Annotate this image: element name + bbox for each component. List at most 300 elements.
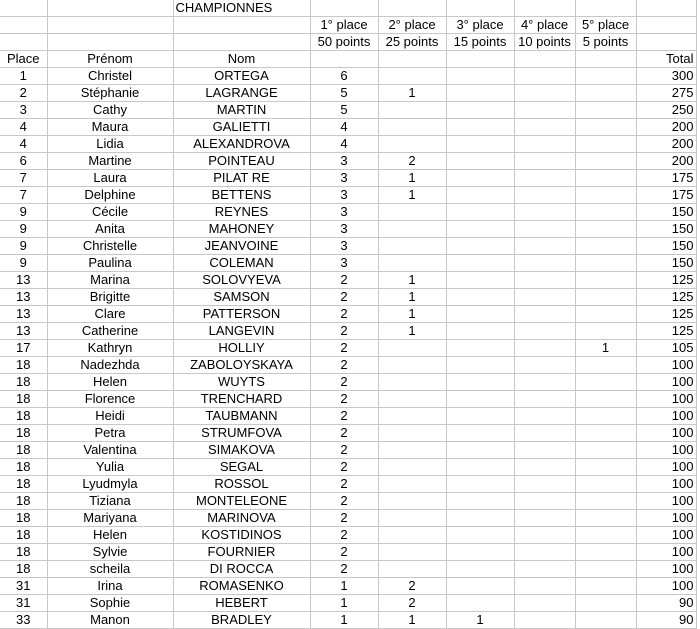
total-points-cell[interactable]: 100 xyxy=(636,357,696,374)
third-place-count-cell[interactable] xyxy=(446,442,514,459)
first-place-count-cell[interactable]: 1 xyxy=(310,595,378,612)
prenom-cell[interactable]: Christel xyxy=(47,68,173,85)
first-place-count-cell[interactable]: 2 xyxy=(310,425,378,442)
fifth-place-count-cell[interactable] xyxy=(575,459,636,476)
nom-cell[interactable]: LAGRANGE xyxy=(173,85,310,102)
fifth-place-count-cell[interactable]: 1 xyxy=(575,340,636,357)
total-points-cell[interactable]: 105 xyxy=(636,340,696,357)
total-points-cell[interactable]: 200 xyxy=(636,119,696,136)
fifth-place-count-cell[interactable] xyxy=(575,102,636,119)
first-place-count-cell[interactable]: 3 xyxy=(310,153,378,170)
nom-cell[interactable]: DI ROCCA xyxy=(173,561,310,578)
total-points-cell[interactable]: 125 xyxy=(636,323,696,340)
nom-cell[interactable]: JEANVOINE xyxy=(173,238,310,255)
first-place-count-cell[interactable]: 2 xyxy=(310,323,378,340)
prenom-cell[interactable]: Yulia xyxy=(47,459,173,476)
fourth-place-count-cell[interactable] xyxy=(514,119,575,136)
nom-cell[interactable]: COLEMAN xyxy=(173,255,310,272)
second-place-count-cell[interactable] xyxy=(378,391,446,408)
prenom-cell[interactable]: Brigitte xyxy=(47,289,173,306)
prenom-cell[interactable]: Catherine xyxy=(47,323,173,340)
fifth-place-count-cell[interactable] xyxy=(575,289,636,306)
nom-cell[interactable]: HEBERT xyxy=(173,595,310,612)
second-place-count-cell[interactable] xyxy=(378,238,446,255)
nom-cell[interactable]: ORTEGA xyxy=(173,68,310,85)
fifth-place-count-cell[interactable] xyxy=(575,425,636,442)
third-place-count-cell[interactable] xyxy=(446,595,514,612)
first-place-count-cell[interactable]: 2 xyxy=(310,544,378,561)
third-place-count-cell[interactable] xyxy=(446,68,514,85)
second-place-count-cell[interactable] xyxy=(378,340,446,357)
second-place-count-cell[interactable] xyxy=(378,544,446,561)
total-points-cell[interactable]: 125 xyxy=(636,272,696,289)
first-place-count-cell[interactable]: 2 xyxy=(310,442,378,459)
fifth-place-count-cell[interactable] xyxy=(575,68,636,85)
second-place-count-cell[interactable] xyxy=(378,476,446,493)
second-place-count-cell[interactable] xyxy=(378,459,446,476)
rank-header-1[interactable]: 1° place xyxy=(310,17,378,34)
place-cell[interactable]: 33 xyxy=(0,612,47,629)
fifth-place-count-cell[interactable] xyxy=(575,493,636,510)
first-place-count-cell[interactable]: 2 xyxy=(310,408,378,425)
total-points-cell[interactable]: 100 xyxy=(636,374,696,391)
nom-cell[interactable]: HOLLIY xyxy=(173,340,310,357)
prenom-cell[interactable]: Irina xyxy=(47,578,173,595)
total-points-cell[interactable]: 100 xyxy=(636,425,696,442)
place-cell[interactable]: 1 xyxy=(0,68,47,85)
first-place-count-cell[interactable]: 3 xyxy=(310,221,378,238)
fourth-place-count-cell[interactable] xyxy=(514,306,575,323)
nom-cell[interactable]: ROSSOL xyxy=(173,476,310,493)
prenom-cell[interactable]: Heidi xyxy=(47,408,173,425)
place-cell[interactable]: 7 xyxy=(0,187,47,204)
fourth-place-count-cell[interactable] xyxy=(514,357,575,374)
place-cell[interactable]: 18 xyxy=(0,561,47,578)
fourth-place-count-cell[interactable] xyxy=(514,391,575,408)
prenom-cell[interactable]: Stéphanie xyxy=(47,85,173,102)
nom-cell[interactable]: SIMAKOVA xyxy=(173,442,310,459)
place-column-header[interactable]: Place xyxy=(0,51,47,68)
first-place-count-cell[interactable]: 1 xyxy=(310,578,378,595)
prenom-cell[interactable]: Nadezhda xyxy=(47,357,173,374)
prenom-cell[interactable]: Helen xyxy=(47,527,173,544)
second-place-count-cell[interactable]: 1 xyxy=(378,323,446,340)
place-cell[interactable]: 9 xyxy=(0,255,47,272)
place-cell[interactable]: 13 xyxy=(0,272,47,289)
fourth-place-count-cell[interactable] xyxy=(514,136,575,153)
third-place-count-cell[interactable] xyxy=(446,255,514,272)
nom-cell[interactable]: ROMASENKO xyxy=(173,578,310,595)
third-place-count-cell[interactable] xyxy=(446,408,514,425)
third-place-count-cell[interactable] xyxy=(446,425,514,442)
place-cell[interactable]: 18 xyxy=(0,391,47,408)
second-place-count-cell[interactable] xyxy=(378,255,446,272)
third-place-count-cell[interactable] xyxy=(446,187,514,204)
total-points-cell[interactable]: 100 xyxy=(636,442,696,459)
place-cell[interactable]: 31 xyxy=(0,595,47,612)
place-cell[interactable]: 3 xyxy=(0,102,47,119)
place-cell[interactable]: 9 xyxy=(0,238,47,255)
fourth-place-count-cell[interactable] xyxy=(514,425,575,442)
nom-cell[interactable]: TAUBMANN xyxy=(173,408,310,425)
fifth-place-count-cell[interactable] xyxy=(575,170,636,187)
first-place-count-cell[interactable]: 3 xyxy=(310,187,378,204)
third-place-count-cell[interactable] xyxy=(446,544,514,561)
place-cell[interactable]: 18 xyxy=(0,442,47,459)
nom-cell[interactable]: MARINOVA xyxy=(173,510,310,527)
rank-header-4[interactable]: 4° place xyxy=(514,17,575,34)
second-place-count-cell[interactable] xyxy=(378,561,446,578)
second-place-count-cell[interactable] xyxy=(378,221,446,238)
fifth-place-count-cell[interactable] xyxy=(575,408,636,425)
prenom-column-header[interactable]: Prénom xyxy=(47,51,173,68)
first-place-count-cell[interactable]: 1 xyxy=(310,612,378,629)
fourth-place-count-cell[interactable] xyxy=(514,612,575,629)
fourth-place-count-cell[interactable] xyxy=(514,153,575,170)
nom-cell[interactable]: GALIETTI xyxy=(173,119,310,136)
fourth-place-count-cell[interactable] xyxy=(514,510,575,527)
fourth-place-count-cell[interactable] xyxy=(514,476,575,493)
second-place-count-cell[interactable] xyxy=(378,68,446,85)
third-place-count-cell[interactable] xyxy=(446,289,514,306)
points-header-3[interactable]: 15 points xyxy=(446,34,514,51)
nom-cell[interactable]: REYNES xyxy=(173,204,310,221)
nom-cell[interactable]: ALEXANDROVA xyxy=(173,136,310,153)
prenom-cell[interactable]: Sylvie xyxy=(47,544,173,561)
prenom-cell[interactable]: Delphine xyxy=(47,187,173,204)
nom-cell[interactable]: SAMSON xyxy=(173,289,310,306)
second-place-count-cell[interactable] xyxy=(378,102,446,119)
first-place-count-cell[interactable]: 5 xyxy=(310,85,378,102)
fourth-place-count-cell[interactable] xyxy=(514,170,575,187)
prenom-cell[interactable]: Paulina xyxy=(47,255,173,272)
fourth-place-count-cell[interactable] xyxy=(514,221,575,238)
place-cell[interactable]: 4 xyxy=(0,119,47,136)
place-cell[interactable]: 4 xyxy=(0,136,47,153)
third-place-count-cell[interactable] xyxy=(446,459,514,476)
fourth-place-count-cell[interactable] xyxy=(514,102,575,119)
total-points-cell[interactable]: 100 xyxy=(636,476,696,493)
prenom-cell[interactable]: Tiziana xyxy=(47,493,173,510)
place-cell[interactable]: 17 xyxy=(0,340,47,357)
fourth-place-count-cell[interactable] xyxy=(514,68,575,85)
nom-cell[interactable]: MARTIN xyxy=(173,102,310,119)
third-place-count-cell[interactable] xyxy=(446,510,514,527)
fifth-place-count-cell[interactable] xyxy=(575,306,636,323)
nom-cell[interactable]: PATTERSON xyxy=(173,306,310,323)
prenom-cell[interactable]: Cathy xyxy=(47,102,173,119)
place-cell[interactable]: 9 xyxy=(0,221,47,238)
nom-cell[interactable]: BETTENS xyxy=(173,187,310,204)
nom-cell[interactable]: PILAT RE xyxy=(173,170,310,187)
fourth-place-count-cell[interactable] xyxy=(514,204,575,221)
first-place-count-cell[interactable]: 2 xyxy=(310,357,378,374)
fifth-place-count-cell[interactable] xyxy=(575,153,636,170)
first-place-count-cell[interactable]: 2 xyxy=(310,374,378,391)
nom-cell[interactable]: MONTELEONE xyxy=(173,493,310,510)
prenom-cell[interactable]: Mariyana xyxy=(47,510,173,527)
fourth-place-count-cell[interactable] xyxy=(514,272,575,289)
first-place-count-cell[interactable]: 2 xyxy=(310,476,378,493)
third-place-count-cell[interactable] xyxy=(446,136,514,153)
second-place-count-cell[interactable]: 1 xyxy=(378,612,446,629)
third-place-count-cell[interactable] xyxy=(446,306,514,323)
total-points-cell[interactable]: 300 xyxy=(636,68,696,85)
place-cell[interactable]: 18 xyxy=(0,476,47,493)
second-place-count-cell[interactable]: 1 xyxy=(378,85,446,102)
prenom-cell[interactable]: Anita xyxy=(47,221,173,238)
prenom-cell[interactable]: Marina xyxy=(47,272,173,289)
nom-cell[interactable]: STRUMFOVA xyxy=(173,425,310,442)
fourth-place-count-cell[interactable] xyxy=(514,493,575,510)
third-place-count-cell[interactable] xyxy=(446,391,514,408)
fourth-place-count-cell[interactable] xyxy=(514,238,575,255)
nom-cell[interactable]: WUYTS xyxy=(173,374,310,391)
third-place-count-cell[interactable] xyxy=(446,578,514,595)
points-header-1[interactable]: 50 points xyxy=(310,34,378,51)
third-place-count-cell[interactable] xyxy=(446,527,514,544)
second-place-count-cell[interactable]: 2 xyxy=(378,153,446,170)
fifth-place-count-cell[interactable] xyxy=(575,204,636,221)
fifth-place-count-cell[interactable] xyxy=(575,357,636,374)
first-place-count-cell[interactable]: 5 xyxy=(310,102,378,119)
first-place-count-cell[interactable]: 3 xyxy=(310,238,378,255)
third-place-count-cell[interactable] xyxy=(446,272,514,289)
total-points-cell[interactable]: 250 xyxy=(636,102,696,119)
points-header-5[interactable]: 5 points xyxy=(575,34,636,51)
place-cell[interactable]: 9 xyxy=(0,204,47,221)
third-place-count-cell[interactable] xyxy=(446,238,514,255)
third-place-count-cell[interactable] xyxy=(446,170,514,187)
nom-cell[interactable]: KOSTIDINOS xyxy=(173,527,310,544)
fourth-place-count-cell[interactable] xyxy=(514,408,575,425)
total-points-cell[interactable]: 150 xyxy=(636,255,696,272)
fourth-place-count-cell[interactable] xyxy=(514,340,575,357)
prenom-cell[interactable]: Sophie xyxy=(47,595,173,612)
prenom-cell[interactable]: Cécile xyxy=(47,204,173,221)
nom-cell[interactable]: TRENCHARD xyxy=(173,391,310,408)
place-cell[interactable]: 13 xyxy=(0,306,47,323)
third-place-count-cell[interactable] xyxy=(446,476,514,493)
place-cell[interactable]: 13 xyxy=(0,323,47,340)
rank-header-3[interactable]: 3° place xyxy=(446,17,514,34)
second-place-count-cell[interactable] xyxy=(378,425,446,442)
nom-cell[interactable]: MAHONEY xyxy=(173,221,310,238)
fifth-place-count-cell[interactable] xyxy=(575,391,636,408)
total-points-cell[interactable]: 125 xyxy=(636,306,696,323)
fourth-place-count-cell[interactable] xyxy=(514,544,575,561)
total-points-cell[interactable]: 100 xyxy=(636,578,696,595)
place-cell[interactable]: 18 xyxy=(0,408,47,425)
fourth-place-count-cell[interactable] xyxy=(514,459,575,476)
prenom-cell[interactable]: Helen xyxy=(47,374,173,391)
prenom-cell[interactable]: Valentina xyxy=(47,442,173,459)
points-header-2[interactable]: 25 points xyxy=(378,34,446,51)
total-points-cell[interactable]: 175 xyxy=(636,187,696,204)
first-place-count-cell[interactable]: 2 xyxy=(310,340,378,357)
rank-header-5[interactable]: 5° place xyxy=(575,17,636,34)
fourth-place-count-cell[interactable] xyxy=(514,578,575,595)
fifth-place-count-cell[interactable] xyxy=(575,578,636,595)
third-place-count-cell[interactable] xyxy=(446,323,514,340)
first-place-count-cell[interactable]: 4 xyxy=(310,119,378,136)
third-place-count-cell[interactable] xyxy=(446,221,514,238)
total-points-cell[interactable]: 175 xyxy=(636,170,696,187)
third-place-count-cell[interactable] xyxy=(446,493,514,510)
place-cell[interactable]: 18 xyxy=(0,425,47,442)
fifth-place-count-cell[interactable] xyxy=(575,442,636,459)
nom-column-header[interactable]: Nom xyxy=(173,51,310,68)
place-cell[interactable]: 18 xyxy=(0,493,47,510)
fifth-place-count-cell[interactable] xyxy=(575,272,636,289)
fourth-place-count-cell[interactable] xyxy=(514,289,575,306)
first-place-count-cell[interactable]: 2 xyxy=(310,306,378,323)
total-points-cell[interactable]: 150 xyxy=(636,221,696,238)
second-place-count-cell[interactable]: 1 xyxy=(378,170,446,187)
fifth-place-count-cell[interactable] xyxy=(575,544,636,561)
place-cell[interactable]: 13 xyxy=(0,289,47,306)
nom-cell[interactable]: SOLOVYEVA xyxy=(173,272,310,289)
total-points-cell[interactable]: 100 xyxy=(636,561,696,578)
second-place-count-cell[interactable]: 1 xyxy=(378,187,446,204)
second-place-count-cell[interactable] xyxy=(378,493,446,510)
total-points-cell[interactable]: 200 xyxy=(636,153,696,170)
fifth-place-count-cell[interactable] xyxy=(575,612,636,629)
third-place-count-cell[interactable] xyxy=(446,102,514,119)
first-place-count-cell[interactable]: 2 xyxy=(310,510,378,527)
total-points-cell[interactable]: 100 xyxy=(636,459,696,476)
nom-cell[interactable]: ZABOLOYSKAYA xyxy=(173,357,310,374)
fifth-place-count-cell[interactable] xyxy=(575,238,636,255)
total-points-cell[interactable]: 100 xyxy=(636,544,696,561)
fifth-place-count-cell[interactable] xyxy=(575,255,636,272)
second-place-count-cell[interactable]: 2 xyxy=(378,578,446,595)
fourth-place-count-cell[interactable] xyxy=(514,187,575,204)
third-place-count-cell[interactable]: 1 xyxy=(446,612,514,629)
first-place-count-cell[interactable]: 6 xyxy=(310,68,378,85)
fifth-place-count-cell[interactable] xyxy=(575,374,636,391)
first-place-count-cell[interactable]: 2 xyxy=(310,272,378,289)
fifth-place-count-cell[interactable] xyxy=(575,561,636,578)
total-points-cell[interactable]: 100 xyxy=(636,391,696,408)
third-place-count-cell[interactable] xyxy=(446,374,514,391)
fourth-place-count-cell[interactable] xyxy=(514,255,575,272)
second-place-count-cell[interactable] xyxy=(378,510,446,527)
nom-cell[interactable]: POINTEAU xyxy=(173,153,310,170)
fifth-place-count-cell[interactable] xyxy=(575,221,636,238)
total-points-cell[interactable]: 100 xyxy=(636,408,696,425)
points-header-4[interactable]: 10 points xyxy=(514,34,575,51)
total-column-header[interactable]: Total xyxy=(636,51,696,68)
fourth-place-count-cell[interactable] xyxy=(514,595,575,612)
total-points-cell[interactable]: 90 xyxy=(636,595,696,612)
fourth-place-count-cell[interactable] xyxy=(514,527,575,544)
fifth-place-count-cell[interactable] xyxy=(575,323,636,340)
place-cell[interactable]: 18 xyxy=(0,357,47,374)
second-place-count-cell[interactable]: 1 xyxy=(378,272,446,289)
fifth-place-count-cell[interactable] xyxy=(575,476,636,493)
total-points-cell[interactable]: 275 xyxy=(636,85,696,102)
place-cell[interactable]: 18 xyxy=(0,374,47,391)
fourth-place-count-cell[interactable] xyxy=(514,374,575,391)
third-place-count-cell[interactable] xyxy=(446,85,514,102)
second-place-count-cell[interactable]: 1 xyxy=(378,306,446,323)
sheet-title[interactable]: CHAMPIONNES xyxy=(173,0,310,17)
second-place-count-cell[interactable]: 1 xyxy=(378,289,446,306)
first-place-count-cell[interactable]: 2 xyxy=(310,561,378,578)
prenom-cell[interactable]: Lyudmyla xyxy=(47,476,173,493)
second-place-count-cell[interactable] xyxy=(378,442,446,459)
total-points-cell[interactable]: 150 xyxy=(636,238,696,255)
fifth-place-count-cell[interactable] xyxy=(575,187,636,204)
total-points-cell[interactable]: 90 xyxy=(636,612,696,629)
nom-cell[interactable]: BRADLEY xyxy=(173,612,310,629)
fifth-place-count-cell[interactable] xyxy=(575,595,636,612)
nom-cell[interactable]: LANGEVIN xyxy=(173,323,310,340)
prenom-cell[interactable]: Christelle xyxy=(47,238,173,255)
nom-cell[interactable]: FOURNIER xyxy=(173,544,310,561)
second-place-count-cell[interactable] xyxy=(378,527,446,544)
third-place-count-cell[interactable] xyxy=(446,153,514,170)
third-place-count-cell[interactable] xyxy=(446,340,514,357)
total-points-cell[interactable]: 150 xyxy=(636,204,696,221)
fifth-place-count-cell[interactable] xyxy=(575,136,636,153)
place-cell[interactable]: 2 xyxy=(0,85,47,102)
total-points-cell[interactable]: 100 xyxy=(636,493,696,510)
second-place-count-cell[interactable] xyxy=(378,408,446,425)
prenom-cell[interactable]: Petra xyxy=(47,425,173,442)
prenom-cell[interactable]: Laura xyxy=(47,170,173,187)
third-place-count-cell[interactable] xyxy=(446,204,514,221)
fifth-place-count-cell[interactable] xyxy=(575,510,636,527)
rank-header-2[interactable]: 2° place xyxy=(378,17,446,34)
place-cell[interactable]: 6 xyxy=(0,153,47,170)
place-cell[interactable]: 18 xyxy=(0,510,47,527)
prenom-cell[interactable]: scheila xyxy=(47,561,173,578)
place-cell[interactable]: 18 xyxy=(0,459,47,476)
third-place-count-cell[interactable] xyxy=(446,357,514,374)
first-place-count-cell[interactable]: 2 xyxy=(310,391,378,408)
total-points-cell[interactable]: 100 xyxy=(636,527,696,544)
fifth-place-count-cell[interactable] xyxy=(575,85,636,102)
second-place-count-cell[interactable]: 2 xyxy=(378,595,446,612)
prenom-cell[interactable]: Martine xyxy=(47,153,173,170)
first-place-count-cell[interactable]: 4 xyxy=(310,136,378,153)
nom-cell[interactable]: SEGAL xyxy=(173,459,310,476)
first-place-count-cell[interactable]: 3 xyxy=(310,170,378,187)
first-place-count-cell[interactable]: 2 xyxy=(310,527,378,544)
third-place-count-cell[interactable] xyxy=(446,561,514,578)
first-place-count-cell[interactable]: 2 xyxy=(310,459,378,476)
fifth-place-count-cell[interactable] xyxy=(575,527,636,544)
prenom-cell[interactable]: Florence xyxy=(47,391,173,408)
place-cell[interactable]: 31 xyxy=(0,578,47,595)
second-place-count-cell[interactable] xyxy=(378,357,446,374)
third-place-count-cell[interactable] xyxy=(446,119,514,136)
place-cell[interactable]: 7 xyxy=(0,170,47,187)
fifth-place-count-cell[interactable] xyxy=(575,119,636,136)
second-place-count-cell[interactable] xyxy=(378,374,446,391)
prenom-cell[interactable]: Lidia xyxy=(47,136,173,153)
second-place-count-cell[interactable] xyxy=(378,136,446,153)
second-place-count-cell[interactable] xyxy=(378,204,446,221)
prenom-cell[interactable]: Manon xyxy=(47,612,173,629)
second-place-count-cell[interactable] xyxy=(378,119,446,136)
fourth-place-count-cell[interactable] xyxy=(514,442,575,459)
fourth-place-count-cell[interactable] xyxy=(514,85,575,102)
prenom-cell[interactable]: Clare xyxy=(47,306,173,323)
first-place-count-cell[interactable]: 2 xyxy=(310,289,378,306)
